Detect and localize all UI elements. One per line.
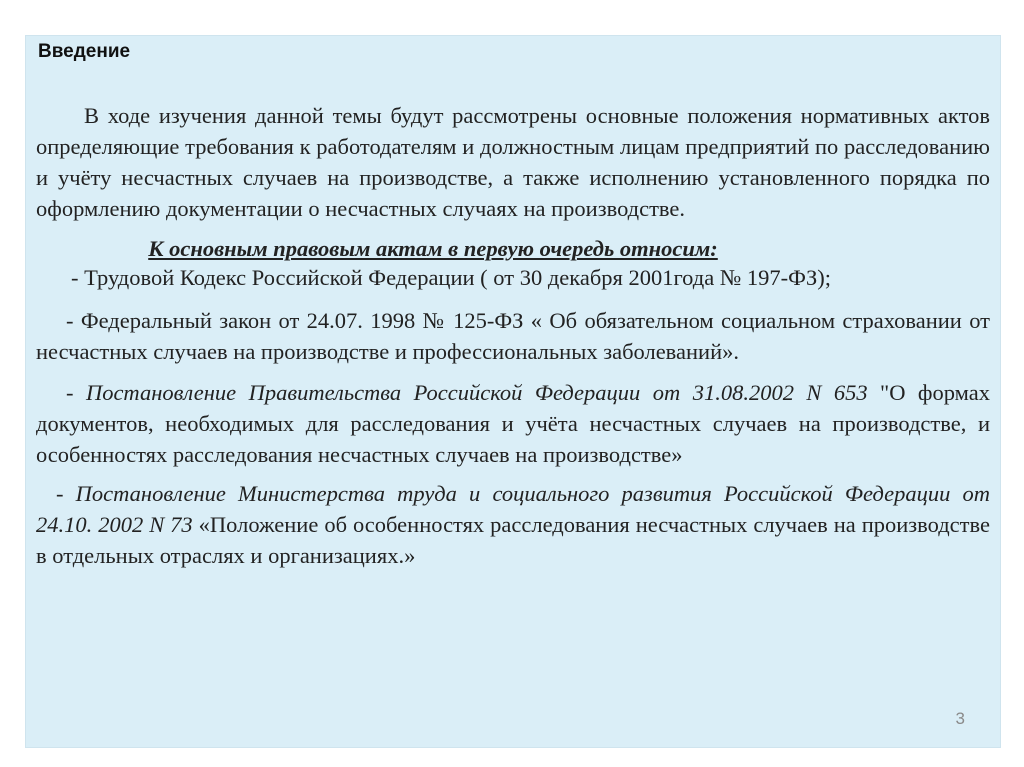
slide <box>25 35 1001 748</box>
resolution-text: "О формах документов, необходимых для расследования и учёта несчастных случаев на производстве, и особенностях расследования несчастных случаев на производстве» <box>36 380 990 467</box>
ministry-resolution-title: - Постановление Министерства труда и социального развития Российской Федерации от 24.10. 2002 N 73 <box>36 481 990 537</box>
list-item-government-resolution <box>36 377 990 470</box>
legal-acts-lead: К основным правовым актам в первую очередь относим: <box>148 236 718 261</box>
slide-body <box>36 100 990 571</box>
intro-paragraph: В ходе изучения данной темы будут рассмотрены основные положения нормативных актов определяющие требования к работодателям и должностным лицам предприятий по расследованию и учёту несчастных случаев на производстве, а также исполнению установленного порядка по оформлению документации о несчастных случаях на производстве. <box>36 103 990 221</box>
list-item-labor-code: - Трудовой Кодекс Российской Федерации ( от 30 декабря 2001года № 197-ФЗ); <box>71 265 831 290</box>
resolution-title: - Постановление Правительства Российской Федерации от 31.08.2002 N 653 <box>66 380 868 405</box>
ministry-resolution-text: «Положение об особенностях расследования несчастных случаев на производстве в отдельных отраслях и организациях.» <box>36 512 990 568</box>
list-item-federal-law: - Федеральный закон от 24.07. 1998 № 125-ФЗ « Об обязательном социальном страховании от несчастных случаев на производстве и профессиональных заболеваний». <box>36 308 990 364</box>
page-number: 3 <box>955 709 965 728</box>
slide-heading: Введение <box>38 41 131 62</box>
list-item-ministry-resolution <box>36 478 990 571</box>
